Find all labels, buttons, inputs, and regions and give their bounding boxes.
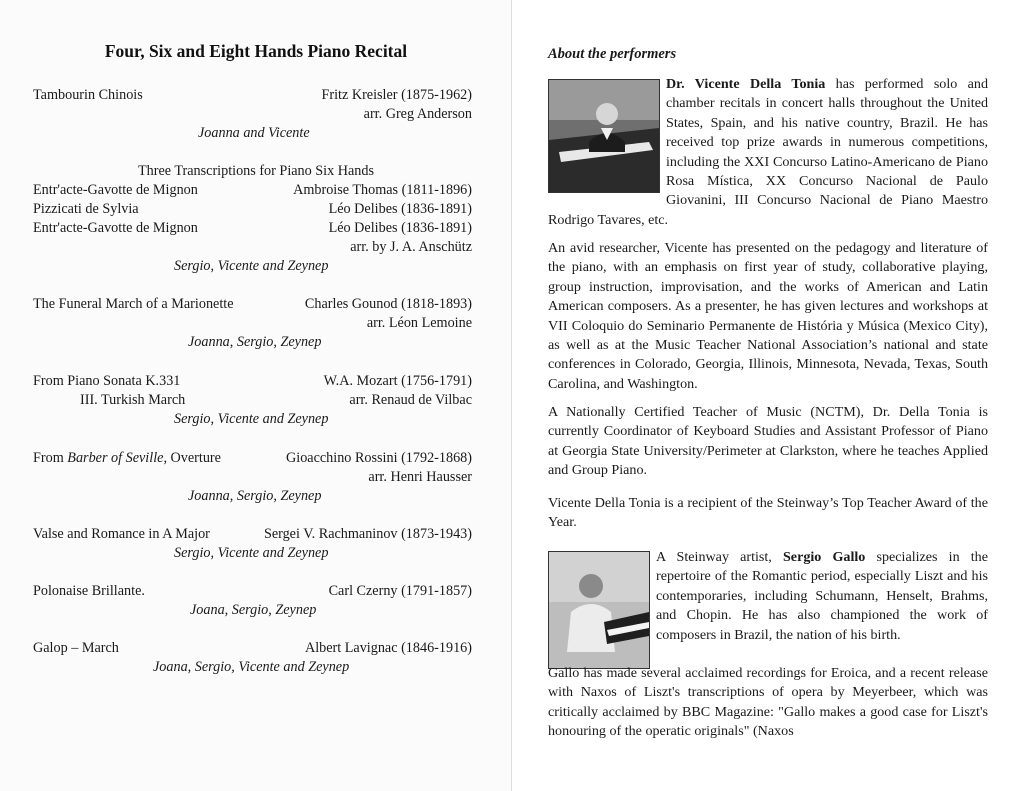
piece-title: From Barber of Seville, Overture: [33, 450, 221, 466]
movement-composer: Léo Delibes (1836-1891): [328, 201, 472, 217]
about-heading: About the performers: [548, 46, 677, 62]
piece-composer: Fritz Kreisler (1875-1962): [321, 87, 472, 103]
piece-subtitle: III. Turkish March: [80, 392, 186, 408]
movement-title: Entr'acte-Gavotte de Mignon: [33, 220, 198, 236]
movement-composer: Ambroise Thomas (1811-1896): [293, 182, 472, 198]
vicente-bio-3: A Nationally Certified Teacher of Music (NCTM), Dr. Della Tonia is currently Coordinator of Keyboard Studies and Assistant Professor of Piano at Georgia State University/Perimeter at Clarkston, where he teaches Applied and Group Piano.: [548, 404, 988, 479]
piece-heading: Three Transcriptions for Piano Six Hands: [137, 163, 375, 179]
movement-title: Pizzicati de Sylvia: [33, 201, 139, 217]
piece-title: Valse and Romance in A Major: [33, 526, 210, 542]
piece-arranger: arr. Henri Hausser: [368, 469, 472, 485]
vicente-name: Dr. Vicente Della Tonia: [666, 76, 826, 92]
vicente-bio-1: Dr. Vicente Della Tonia has performed solo and chamber recitals in concert halls throughout the United States, Spain, and his native country, Brazil. He has received top prize awards in numerous competitions, including the XXI Concurso Latino-Americano de Piano Rosa Mística, XX Concurso Nacional de Paulo Giovanini, III Concurso Nacional de Piano Maestro Rodrigo Tavares, etc.: [548, 76, 988, 228]
piece-arranger: arr. by J. A. Anschütz: [350, 239, 472, 255]
piece-performers: Sergio, Vicente and Zeynep: [174, 411, 329, 427]
piece-composer: W.A. Mozart (1756-1791): [323, 373, 472, 389]
piece-composer: Sergei V. Rachmaninov (1873-1943): [263, 526, 472, 542]
piece-performers: Joanna and Vicente: [198, 125, 310, 141]
piece-title: From Piano Sonata K.331: [33, 373, 181, 389]
sergio-bio-2: Gallo has made several acclaimed recordings for Eroica, and a recent release with Naxos of Liszt's transcriptions of opera by Meyerbeer, which was critically acclaimed by BBC Magazine: "Gallo makes a good case for Liszt's honouring of the operatic originals" (Naxos: [548, 665, 988, 740]
piece-performers: Sergio, Vicente and Zeynep: [174, 545, 329, 561]
piece-title: Polonaise Brillante.: [33, 583, 145, 599]
piece-arranger: arr. Greg Anderson: [363, 106, 472, 122]
piece-composer: Charles Gounod (1818-1893): [304, 296, 472, 312]
sergio-name: Sergio Gallo: [782, 549, 866, 565]
piece-performers: Joanna, Sergio, Zeynep: [188, 488, 322, 504]
sergio-bio-1: A Steinway artist, Sergio Gallo specializes in the repertoire of the Romantic period, especially Liszt and his contemporaries, including Schumann, Henselt, Brahms, and Chopin. He has also championed the work of composers in Brazil, the nation of his birth.: [656, 549, 988, 643]
vicente-bio-4: Vicente Della Tonia is a recipient of the Steinway’s Top Teacher Award of the Year.: [548, 495, 988, 531]
piece-arranger: arr. Léon Lemoine: [366, 315, 472, 331]
vicente-bio-2: An avid researcher, Vicente has presented on the pedagogy and literature of the piano, with an emphasis on first year of study, collaborative playing, group instruction, improvisation, and the works of American and Latin American composers. As a presenter, he has given lectures and workshops at VII Coloquio do Seminario Permanente de História y Música (Mexico City), as well as at the Music Teacher National Association’s national and state conferences in Colorado, Georgia, Illinois, Minnesota, Nevada, Texas, South Carolina, and Washington.: [548, 240, 988, 392]
piece-performers: Joanna, Sergio, Zeynep: [188, 334, 322, 350]
piece-composer: Carl Czerny (1791-1857): [328, 583, 472, 599]
piece-title: Galop – March: [33, 640, 119, 656]
piece-composer: Gioacchino Rossini (1792-1868): [286, 450, 472, 466]
piece-title: The Funeral March of a Marionette: [33, 296, 234, 312]
program-title: Four, Six and Eight Hands Piano Recital: [104, 41, 408, 61]
piece-arranger: arr. Renaud de Vilbac: [349, 392, 472, 408]
piece-performers: Joana, Sergio, Zeynep: [190, 602, 317, 618]
piece-performers: Joana, Sergio, Vicente and Zeynep: [153, 659, 350, 675]
piece-composer: Albert Lavignac (1846-1916): [304, 640, 472, 656]
piece-title-italic: Barber of Seville: [67, 450, 164, 466]
movement-title: Entr'acte-Gavotte de Mignon: [33, 182, 198, 198]
movement-composer: Léo Delibes (1836-1891): [328, 220, 472, 236]
about-page: [512, 0, 1024, 791]
piece-title: Tambourin Chinois: [33, 87, 143, 103]
piece-performers: Sergio, Vicente and Zeynep: [174, 258, 329, 274]
